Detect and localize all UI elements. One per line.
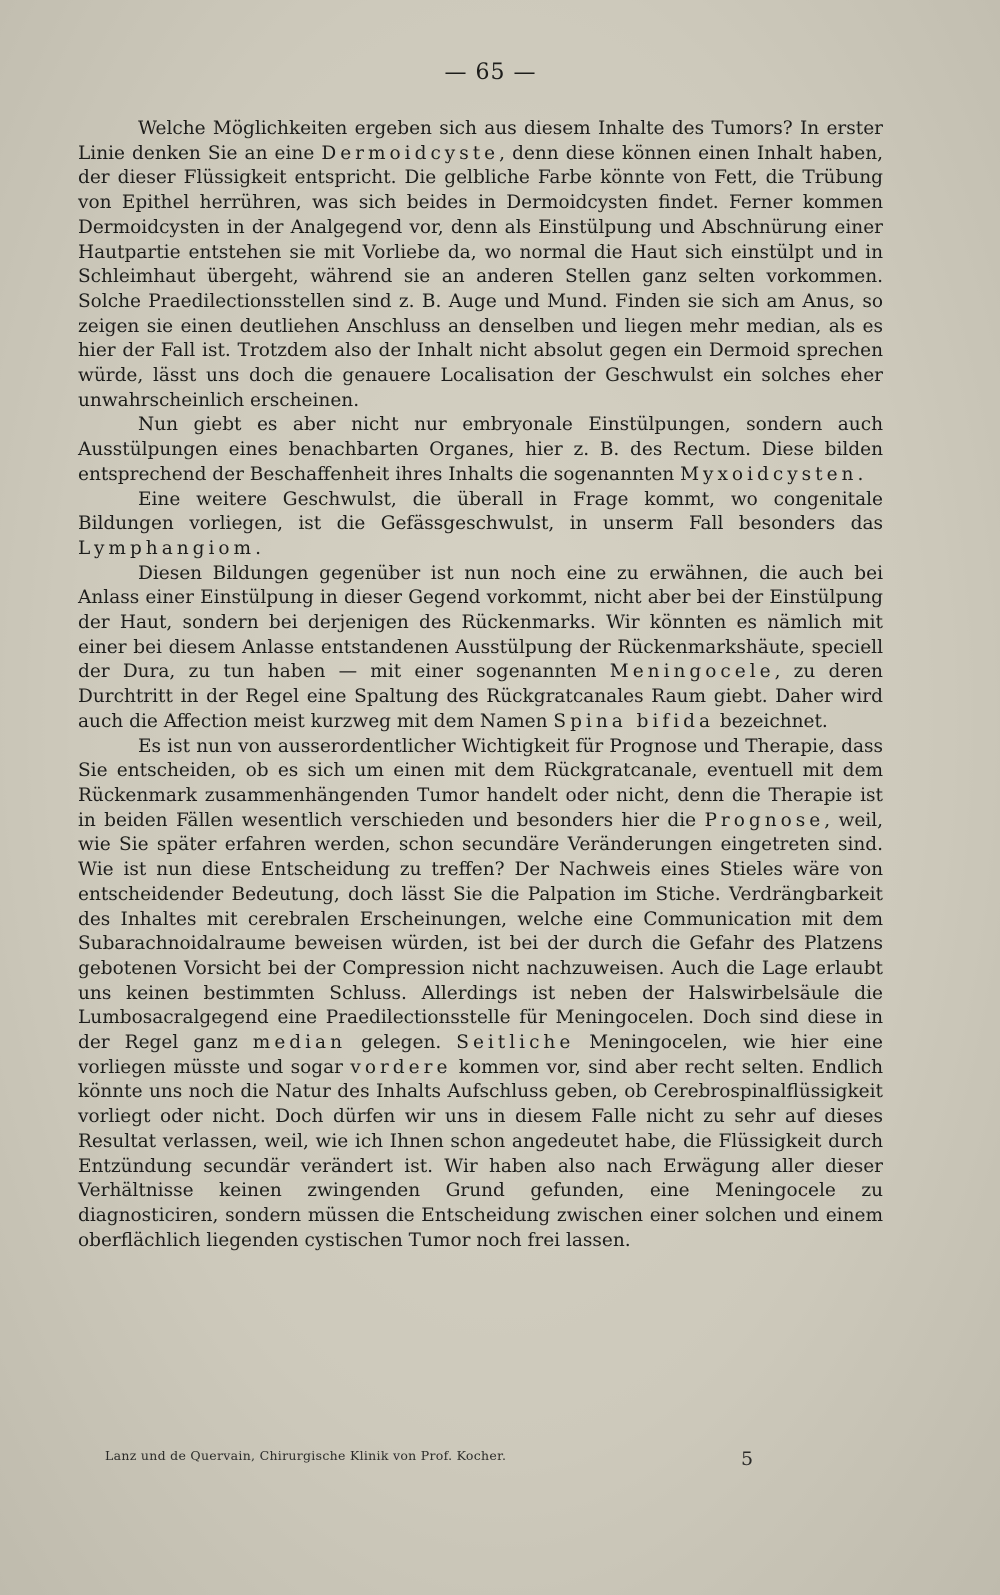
text-run: Eine weitere Geschwulst, die überall in Frage kommt, wo congenitale Bildungen vorliegen, ist die Gefässgeschwulst, in unserm Fall besonders das <box>78 488 883 535</box>
text-run: Welche Möglichkeiten ergeben sich aus diesem Inhalte des Tumors? In erster Linie denken Sie an eine <box>78 118 883 164</box>
emphasized-term: Myxoidcysten <box>680 463 858 485</box>
text-run: Diesen Bildungen gegenüber ist nun noch eine zu erwähnen, die auch bei Anlass einer Einstülpung in dieser Gegend vorkommt, nicht aber bei der Einstülpung der Haut, sondern bei derjenigen des Rückenmarks. Wir könnten es nämlich mit einer bei diesem Anlasse entstandenen Ausstülpung der Rückenmarkshäute, speciell der Dura, zu tun haben — mit einer sogenannten <box>78 562 883 683</box>
page-number-header: — 65 — <box>444 60 537 85</box>
text-run: . <box>255 537 261 559</box>
paragraph <box>78 413 883 487</box>
page-footer <box>105 1448 763 1470</box>
emphasized-term: median <box>252 1032 346 1054</box>
text-run: gelegen. <box>346 1032 457 1054</box>
emphasized-term: Dermoidcyste <box>321 142 500 164</box>
text-run: , weil, wie Sie später erfahren werden, schon secundäre Veränderungen eingetreten sind. Wie ist nun diese Entscheidung zu treffen? Der Nachweis eines Stieles wäre von entscheidender Bedeutung, doch lässt Sie die Palpation im Stiche. Verdrängbarkeit des Inhaltes mit cerebralen Erscheinungen, welche eine Communication mit dem Subarachnoidalraume beweisen würden, ist bei der durch die Gefahr des Platzens gebotenen Vorsicht bei der Compression nicht nachzuweisen. Auch die Lage erlaubt uns keinen bestimmten Schluss. Allerdings ist neben der Halswirbelsäule die Lumbosacralgegend eine Praedilectionsstelle für Meningocelen. Doch sind diese in der Regel ganz <box>78 809 883 1054</box>
text-run: Es ist nun von ausserordentlicher Wichtigkeit für Prognose und Therapie, dass Sie entscheiden, ob es sich um einen mit dem Rückgratcanale, eventuell mit dem Rückenmark zusammenhängenden Tumor handelt oder nicht, denn die Therapie ist in beiden Fällen wesentlich verschieden und besonders hier die <box>78 735 883 831</box>
emphasized-term: Lymphangiom <box>78 537 256 559</box>
paragraph <box>78 735 883 1254</box>
sheet-number: 5 <box>741 1448 754 1470</box>
paragraph <box>78 117 883 413</box>
footer-attribution: Lanz und de Quervain, Chirurgische Klinik von Prof. Kocher. <box>105 1448 507 1463</box>
page-body <box>78 60 883 1253</box>
text-run: , denn diese können einen Inhalt haben, der dieser Flüssigkeit entspricht. Die gelbliche Farbe könnte von Fett, die Trübung von Epithel herrühren, was sich beides in Dermoidcysten findet. Ferner kommen Dermoidcysten in der Analgegend vor, denn als Einstülpung und Abschnürung einer Hautpartie entstehen sie mit Vorliebe da, wo normal die Haut sich einstülpt und in Schleimhaut übergeht, während sie an anderen Stellen ganz selten vorkommen. Solche Praedilectionsstellen sind z. B. Auge und Mund. Finden sie sich am Anus, so zeigen sie einen deutliehen Anschluss an denselben und liegen mehr median, als es hier der Fall ist. Trotzdem also der Inhalt nicht absolut gegen ein Dermoid sprechen würde, lässt uns doch die genauere Localisation der Geschwulst ein solches eher unwahrscheinlich erscheinen. <box>78 142 884 411</box>
emphasized-term: Seitliche <box>456 1032 575 1054</box>
emphasized-term: Spina bifida <box>553 710 715 732</box>
paragraph <box>78 488 883 562</box>
text-run: , zu deren Durchtritt in der Regel eine Spaltung des Rückgratcanales Raum giebt. Daher wird auch die Affection meist kurzweg mit dem Namen <box>78 661 883 732</box>
emphasized-term: vordere <box>350 1056 452 1078</box>
text-run: . <box>857 463 864 485</box>
text-run: Nun giebt es aber nicht nur embryonale Einstülpungen, sondern auch Ausstülpungen eines benachbarten Organes, hier z. B. des Rectum. Diese bilden entsprechend der Beschaffenheit ihres Inhalts die sogenannten <box>78 414 883 485</box>
emphasized-term: Prognose <box>704 809 825 831</box>
emphasized-term: Meningocele <box>609 661 775 683</box>
paragraph <box>78 562 883 735</box>
text-run: kommen vor, sind aber recht selten. Endlich könnte uns noch die Natur des Inhalts Aufschluss geben, ob Cerebrospinalflüssigkeit vorliegt oder nicht. Doch dürfen wir uns in diesem Falle nicht zu sehr auf dieses Resultat verlassen, weil, wie ich Ihnen schon angedeutet habe, die Flüssigkeit durch Entzündung secundär verändert ist. Wir haben also nach Erwägung aller dieser Verhältnisse keinen zwingenden Grund gefunden, eine Meningocele zu diagnosticiren, sondern müssen die Entscheidung zwischen einer solchen und einem oberflächlich liegenden cystischen Tumor noch frei lassen. <box>78 1056 884 1251</box>
text-run: Meningocelen, wie hier eine vorliegen müsste und sogar <box>78 1032 883 1078</box>
text-run: bezeichnet. <box>714 710 828 732</box>
body-text <box>78 117 883 1253</box>
